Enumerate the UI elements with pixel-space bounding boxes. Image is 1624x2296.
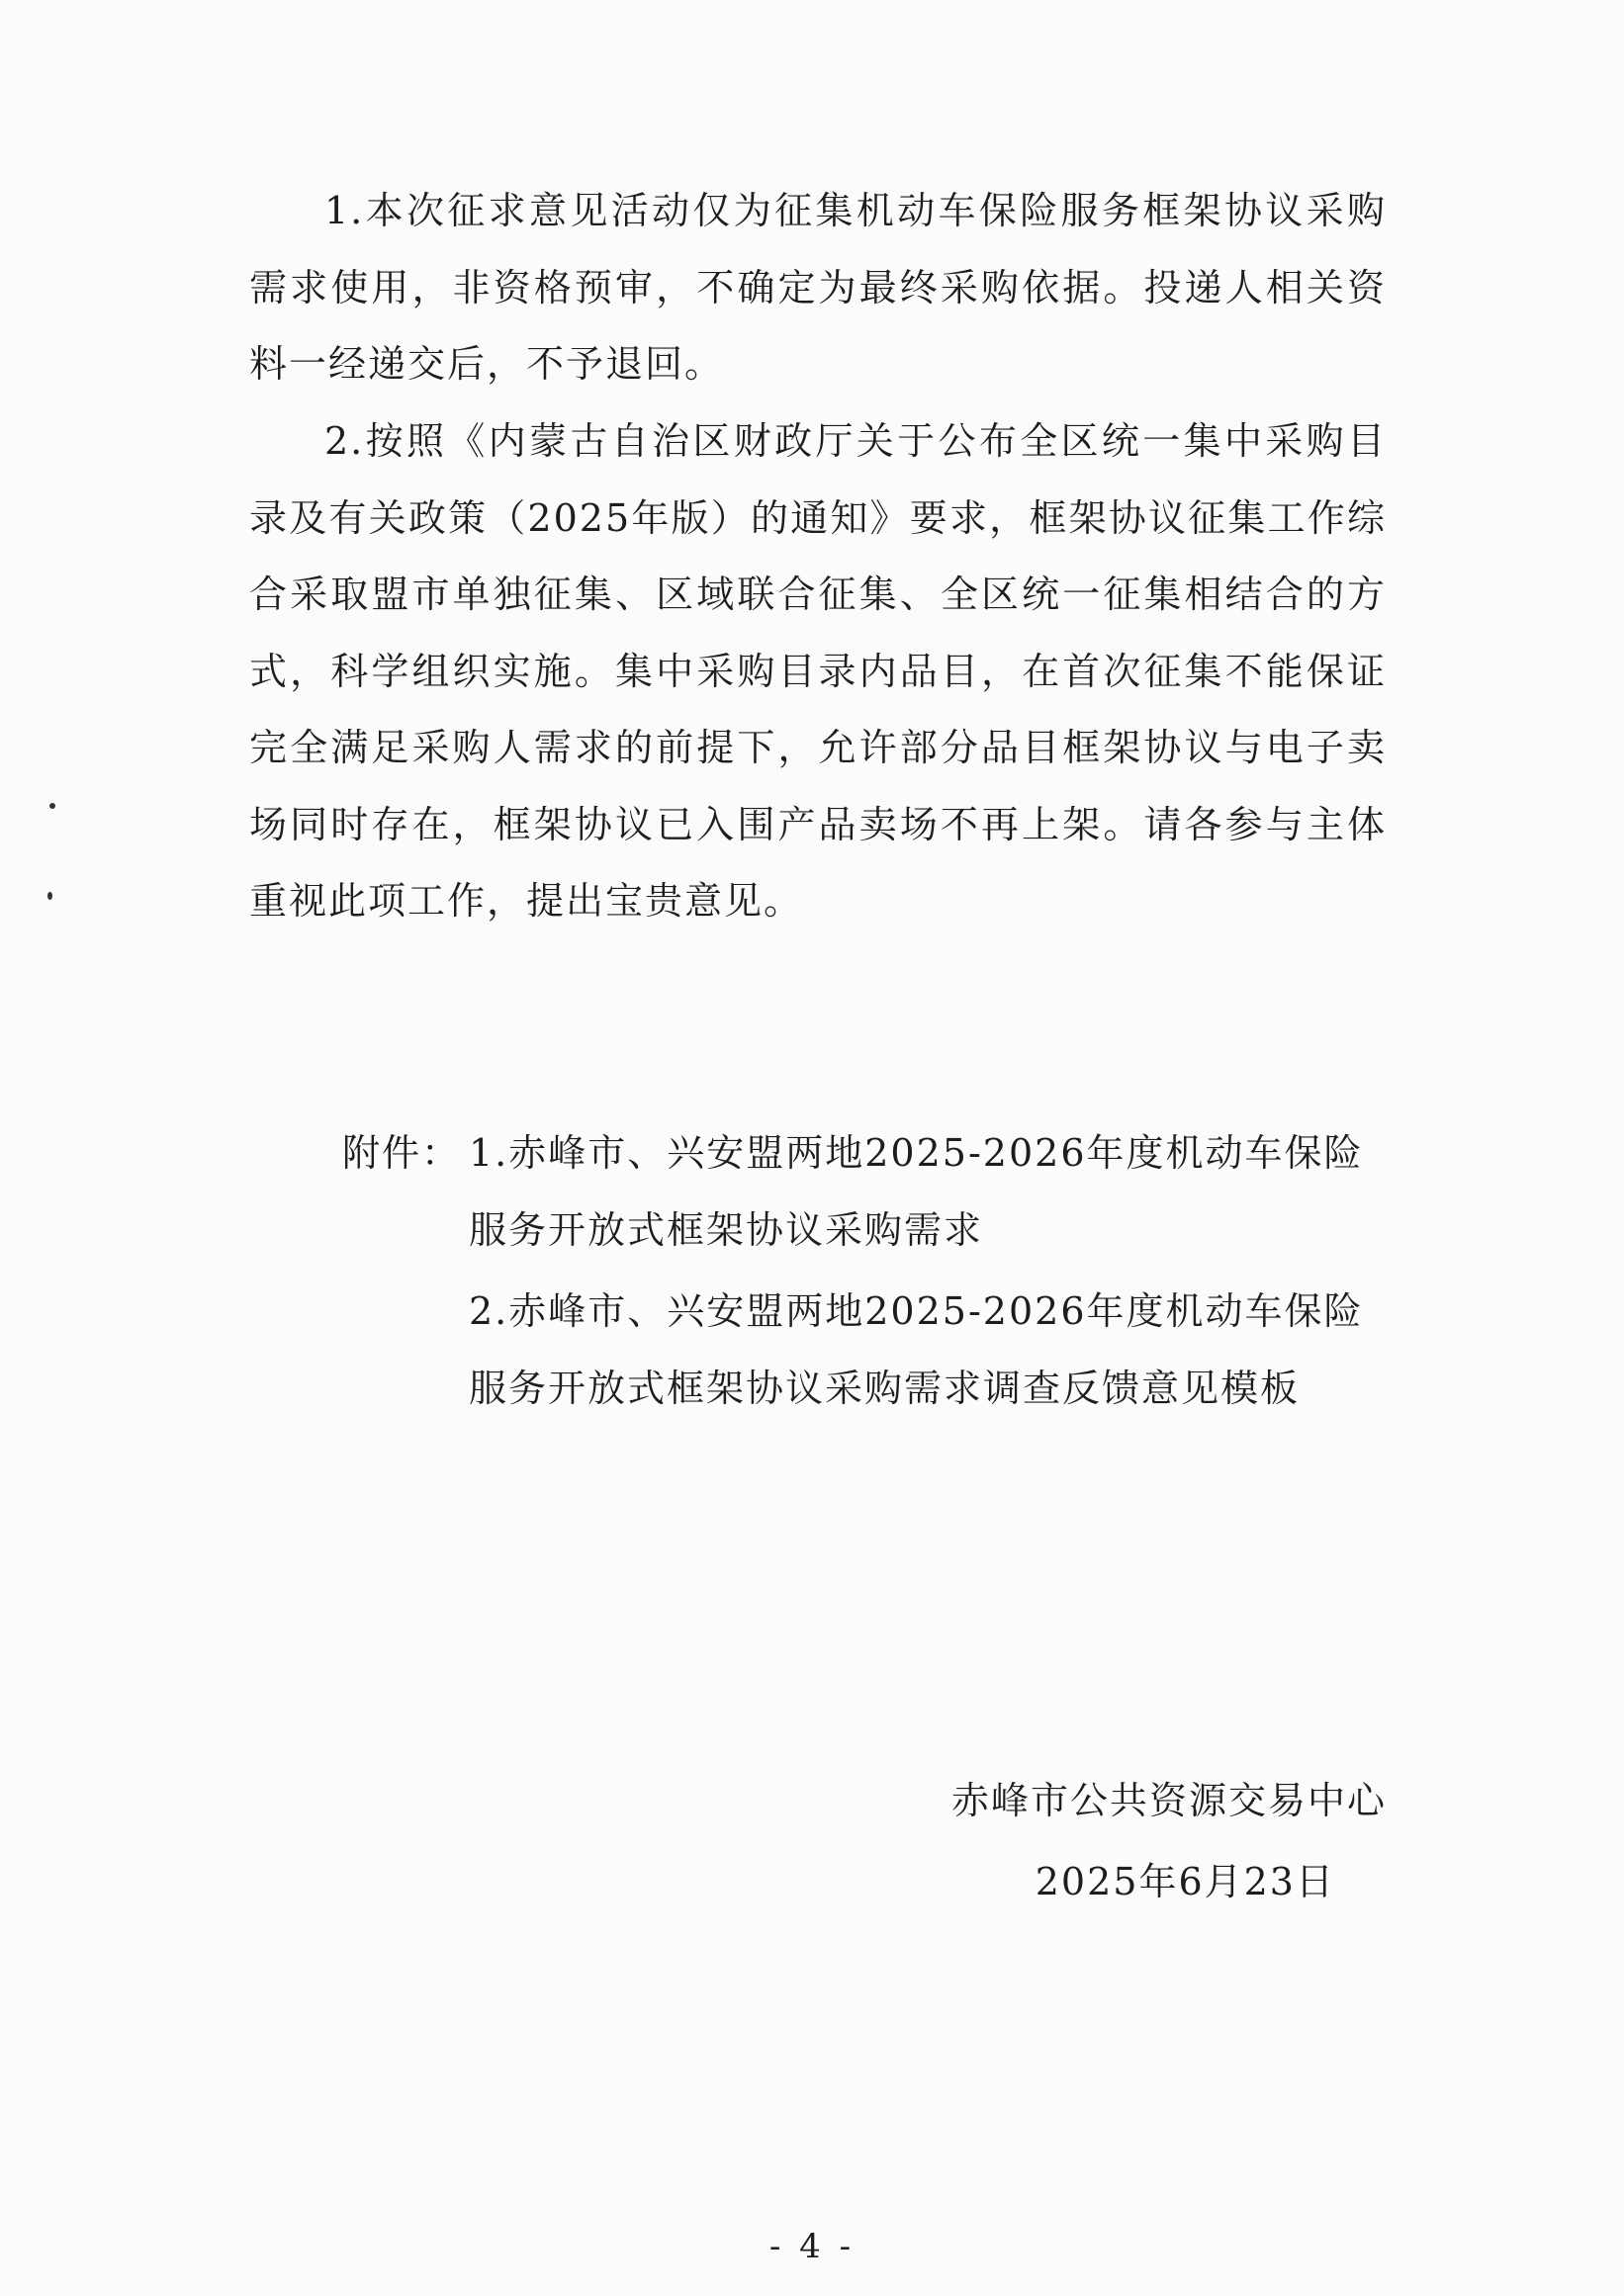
signature-date: 2025年6月23日 — [1035, 1860, 1335, 1903]
attachments-label: 附件： — [342, 1131, 462, 1175]
scan-speck — [47, 892, 52, 900]
attachment-item-1: 1.赤峰市、兴安盟两地2025-2026年度机动车保险服务开放式框架协议采购需求 — [469, 1131, 1364, 1252]
attachment-item-2: 2.赤峰市、兴安盟两地2025-2026年度机动车保险服务开放式框架协议采购需求调查反馈意见模板 — [469, 1289, 1364, 1410]
signature-organization: 赤峰市公共资源交易中心 — [950, 1779, 1387, 1822]
page-number: - 4 - — [768, 2227, 856, 2266]
paragraph-1: 1.本次征求意见活动仅为征集机动车保险服务框架协议采购需求使用，非资格预审，不确定为最终采购依据。投递人相关资料一经递交后，不予退回。 — [249, 189, 1387, 386]
paragraph-2: 2.按照《内蒙古自治区财政厅关于公布全区统一集中采购目录及有关政策（2025年版）的通知》要求，框架协议征集工作综合采取盟市单独征集、区域联合征集、全区统一征集相结合的方式，科学组织实施。集中采购目录内品目，在首次征集不能保证完全满足采购人需求的前提下，允许部分品目框架协议与电子卖场同时存在，框架协议已入围产品卖场不再上架。请各参与主体重视此项工作，提出宝贵意见。 — [249, 419, 1387, 923]
scan-speck — [49, 803, 55, 809]
